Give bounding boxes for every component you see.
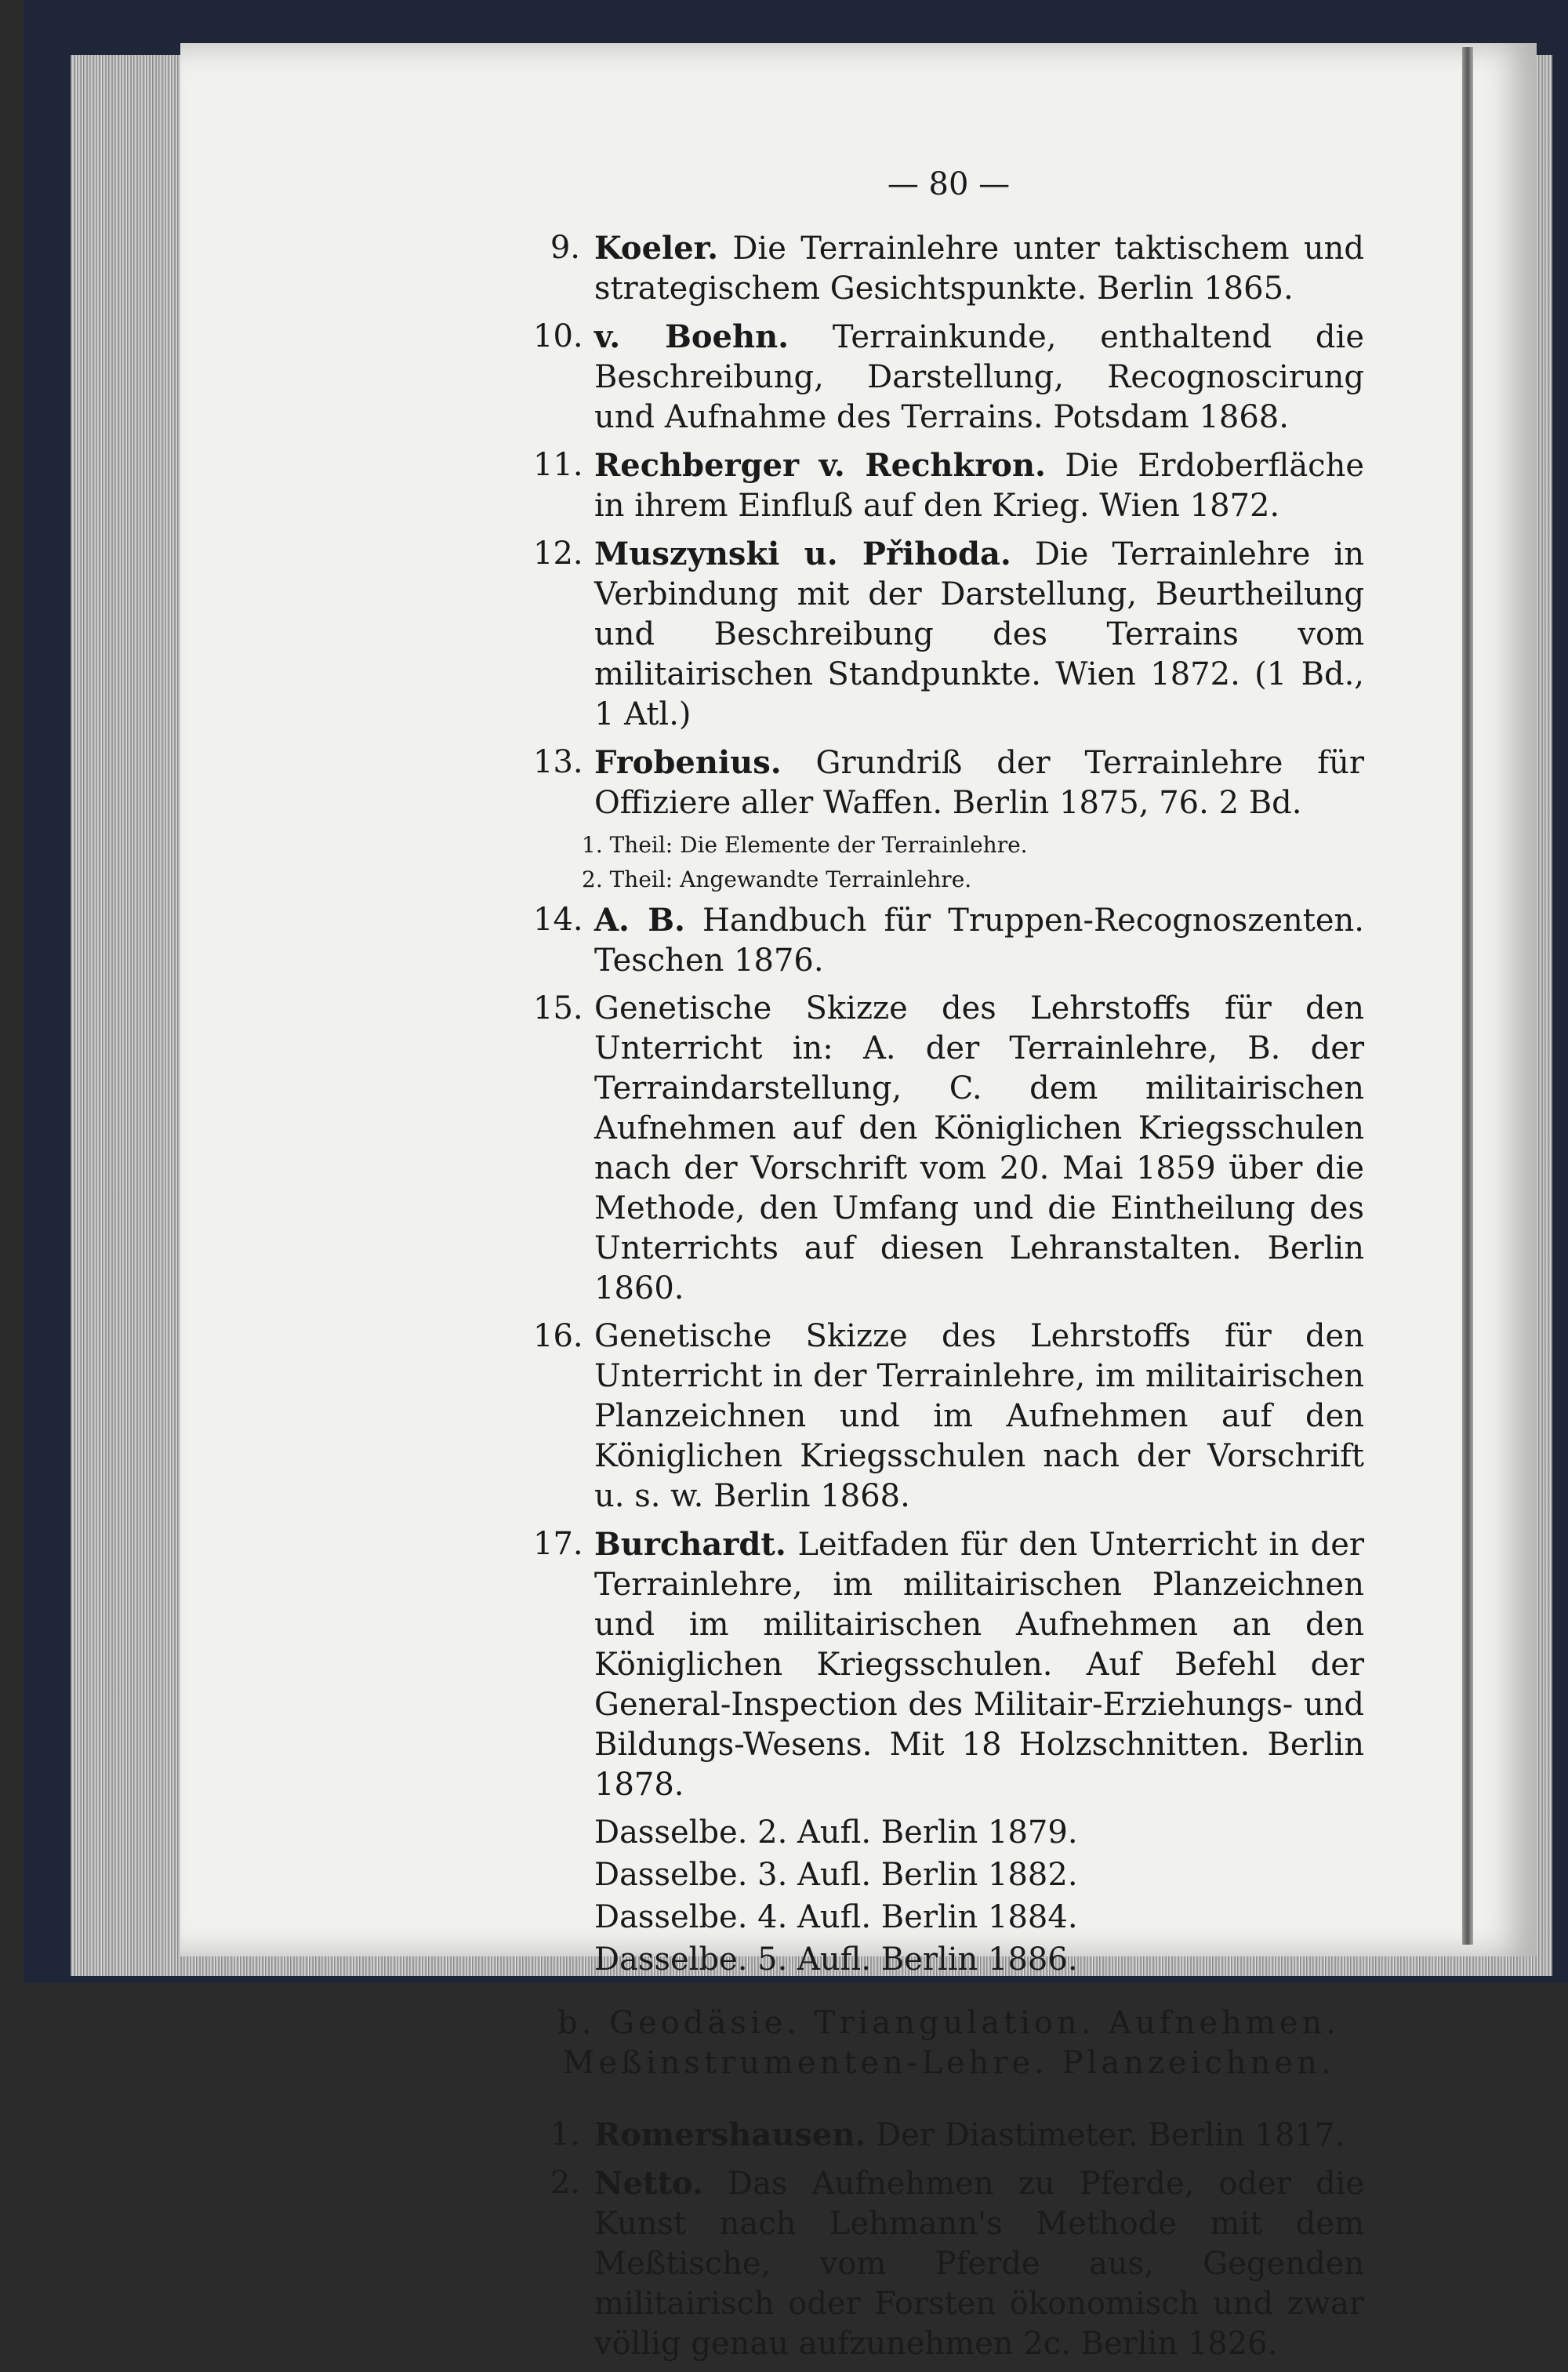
entry-title: Terrainkunde, enthaltend die Beschreibung, Darstellung, Recognoscirung und Aufnahme des Terrains. Potsdam 1868. <box>594 319 1364 435</box>
section-subheading: Meßinstrumenten-Lehre. Planzeichnen. <box>562 2045 1335 2081</box>
edition-line: Dasselbe. 4. Aufl. Berlin 1884. <box>594 1899 1078 1935</box>
entry-title: Die Erdoberfläche in ihrem Einfluß auf den Krieg. Wien 1872. <box>594 448 1364 524</box>
entry-body <box>594 534 1364 735</box>
entry-number: 15. <box>533 990 583 1026</box>
edition-line: Dasselbe. 3. Aufl. Berlin 1882. <box>594 1857 1078 1893</box>
bibliography-list-b <box>533 900 1364 1805</box>
entry-title: Der Diastimeter. Berlin 1817. <box>876 2117 1345 2153</box>
entry-title: Genetische Skizze des Lehrstoffs für den Unterricht in: A. der Terrainlehre, B. der Terraindarstellung, C. dem militairischen Aufnehmen auf den Königlichen Kriegsschulen nach der Vorschrift vom 20. Mai 1859 über die Methode, den Umfang und die Eintheilung des Unterrichts auf diesen Lehranstalten. Berlin 1860. <box>594 990 1364 1306</box>
entry-body <box>594 445 1364 526</box>
bibliography-entry <box>533 1317 1364 1517</box>
entry-number: 2. <box>550 2165 580 2201</box>
page-number: — 80 — <box>887 166 1011 202</box>
entry-author: Netto. <box>594 2165 703 2202</box>
entry-author: Burchardt. <box>594 1526 786 1563</box>
entry-body <box>594 228 1364 309</box>
entry-body <box>594 1317 1364 1517</box>
entry-body <box>594 2115 1364 2156</box>
entry-author: v. Boehn. <box>594 318 789 355</box>
entry-13-subparts <box>533 831 1364 894</box>
entry-number: 12. <box>533 536 583 572</box>
bibliography-entry <box>533 1524 1364 1805</box>
entry-number: 9. <box>550 230 580 266</box>
entry-author: Frobenius. <box>594 744 782 781</box>
bibliography-entry <box>533 445 1364 526</box>
bibliography-entry <box>533 743 1364 823</box>
entry-body <box>594 2163 1364 2364</box>
subpart-1: 1. Theil: Die Elemente der Terrainlehre. <box>582 832 1028 858</box>
page-gutter <box>1462 47 1473 1945</box>
bibliography-entry <box>533 989 1364 1309</box>
entry-title: Handbuch für Truppen-Recognoszenten. Teschen 1876. <box>594 903 1364 979</box>
entry-author: Rechberger v. Rechkron. <box>594 447 1046 484</box>
bibliography-entry <box>533 2115 1364 2156</box>
bibliography-list-a <box>533 228 1364 823</box>
entry-body <box>594 900 1364 981</box>
entry-title: Das Aufnehmen zu Pferde, oder die Kunst nach Lehmann's Methode mit dem Meßtische, vom Pferde aus, Gegenden militairisch oder Forsten ökonomisch und zwar völlig genau aufzunehmen 2c. Berlin 1826. <box>594 2166 1365 2362</box>
bibliography-list-c <box>533 2115 1364 2364</box>
subpart-2: 2. Theil: Angewandte Terrainlehre. <box>582 866 972 892</box>
entry-title: Leitfaden für den Unterricht in der Terrainlehre, im militairischen Planzeichnen und im militairischen Aufnehmen an den Königlichen Kriegsschulen. Auf Befehl der General-Inspection des Militair-Erziehungs- und Bildungs-Wesens. Mit 18 Holzschnitten. Berlin 1878. <box>594 1527 1364 1803</box>
entry-title: Die Terrainlehre unter taktischem und strategischem Gesichtspunkte. Berlin 1865. <box>594 231 1364 307</box>
entry-title: Genetische Skizze des Lehrstoffs für den Unterricht in der Terrainlehre, im militairischen Planzeichnen und im Aufnehmen auf den Königlichen Kriegsschulen nach der Vorschrift u. s. w. Berlin 1868. <box>594 1318 1364 1514</box>
bibliography-entry <box>533 317 1364 438</box>
bibliography-entry <box>533 2163 1364 2364</box>
bibliography-entry <box>533 900 1364 981</box>
same-editions <box>533 1813 1364 1980</box>
entry-title: Grundriß der Terrainlehre für Offiziere aller Waffen. Berlin 1875, 76. 2 Bd. <box>594 745 1364 821</box>
bibliography-entry <box>533 228 1364 309</box>
entry-number: 1. <box>550 2116 580 2152</box>
entry-number: 10. <box>533 318 583 354</box>
bibliography-entry <box>533 534 1364 735</box>
entry-author: A. B. <box>594 902 685 939</box>
entry-body <box>594 743 1364 823</box>
entry-body <box>594 989 1364 1309</box>
entry-number: 13. <box>533 744 583 780</box>
page-text <box>533 165 1364 2372</box>
edition-line: Dasselbe. 2. Aufl. Berlin 1879. <box>594 1814 1078 1851</box>
edition-line: Dasselbe. 5. Aufl. Berlin 1886. <box>594 1942 1078 1978</box>
entry-title: Die Terrainlehre in Verbindung mit der Darstellung, Beurtheilung und Beschreibung des Terrains vom militairischen Standpunkte. Wien 1872. (1 Bd., 1 Atl.) <box>594 536 1364 732</box>
entry-number: 14. <box>533 902 583 938</box>
section-heading: b. Geodäsie. Triangulation. Aufnehmen. <box>557 2005 1340 2041</box>
entry-body <box>594 317 1364 438</box>
entry-author: Romershausen. <box>594 2116 866 2153</box>
entry-body <box>594 1524 1364 1805</box>
entry-number: 11. <box>533 447 583 483</box>
entry-author: Koeler. <box>594 230 718 267</box>
entry-number: 17. <box>533 1526 583 1562</box>
entry-author: Muszynski u. Přihoda. <box>594 536 1011 572</box>
entry-number: 16. <box>533 1318 583 1354</box>
